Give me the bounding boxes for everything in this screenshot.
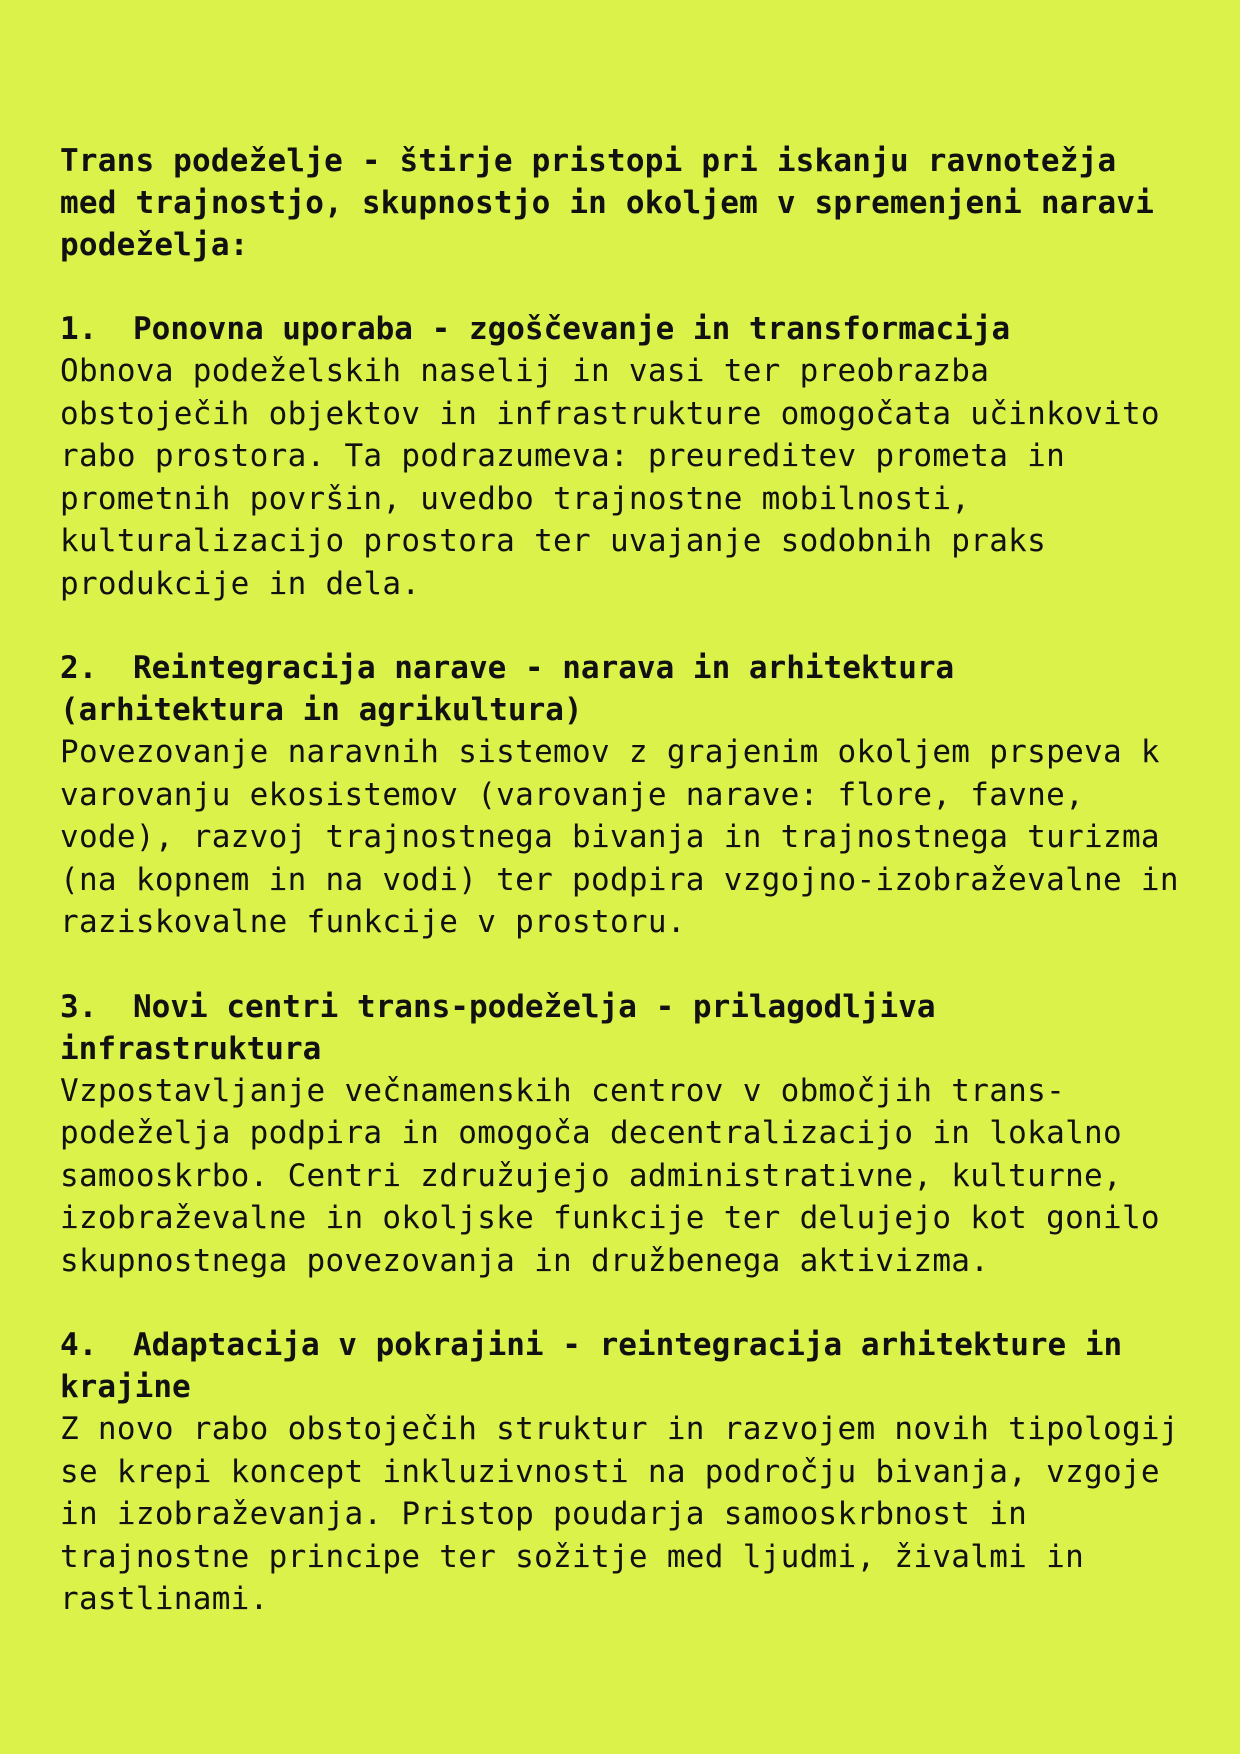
document: [60, 140, 1190, 1663]
document-intro: Trans podeželje - štirje pristopi pri iskanju ravnotežja med trajnostjo, skupnostjo in okoljem v spremenjeni naravi podeželja:: [60, 143, 1155, 263]
section-heading: [60, 1324, 1190, 1408]
section-2: [60, 647, 1190, 944]
section-3: [60, 986, 1190, 1283]
section-number: 2.: [60, 650, 98, 686]
section-title: Ponovna uporaba - zgoščevanje in transformacija: [133, 311, 1011, 347]
section-title: Novi centri trans-podeželja - prilagodljiva infrastruktura: [60, 988, 936, 1067]
section-heading: [60, 647, 1190, 731]
section-title: Reintegracija narave - narava in arhitektura (arhitektura in agrikultura): [60, 650, 955, 728]
section-heading: [60, 986, 1190, 1070]
section-heading: [60, 308, 1190, 350]
section-number: 1.: [60, 311, 98, 347]
section-4: [60, 1324, 1190, 1621]
section-number: 3.: [60, 988, 98, 1025]
section-body: Z novo rabo obstoječih struktur in razvojem novih tipologij se krepi koncept inkluzivnosti na področju bivanja, vzgoje in izobraževanja. Pristop poudarja samooskrbnost in trajnostne principe ter sožitje med ljudmi, živalmi in rastlinami.: [60, 1411, 1179, 1617]
section-1: [60, 308, 1190, 605]
section-body: Povezovanje naravnih sistemov z grajenim okoljem prspeva k varovanju ekosistemov (varovanje narave: flore, favne, vode), razvoj trajnostnega bivanja in trajnostnega turizma (na kopnem in na vodi) ter podpira vzgojno-izobraževalne in raziskovalne funkcije v prostoru.: [60, 734, 1179, 940]
section-body: Obnova podeželskih naselij in vasi ter preobrazba obstoječih objektov in infrastrukture omogočata učinkovito rabo prostora. Ta podrazumeva: preureditev prometa in prometnih površin, uvedbo trajnostne mobilnosti, kulturalizacijo prostora ter uvajanje sodobnih praks produkcije in dela.: [60, 353, 1160, 602]
section-number: 4.: [60, 1327, 98, 1363]
section-title: Adaptacija v pokrajini - reintegracija arhitekture in krajine: [60, 1327, 1123, 1405]
section-body: Vzpostavljanje večnamenskih centrov v območjih trans-podeželja podpira in omogoča decentralizacijo in lokalno samooskrbo. Centri združujejo administrativne, kulturne, izobraževalne in okoljske funkcije ter delujejo kot gonilo skupnostnega povezovanja in družbenega aktivizma.: [60, 1072, 1160, 1279]
